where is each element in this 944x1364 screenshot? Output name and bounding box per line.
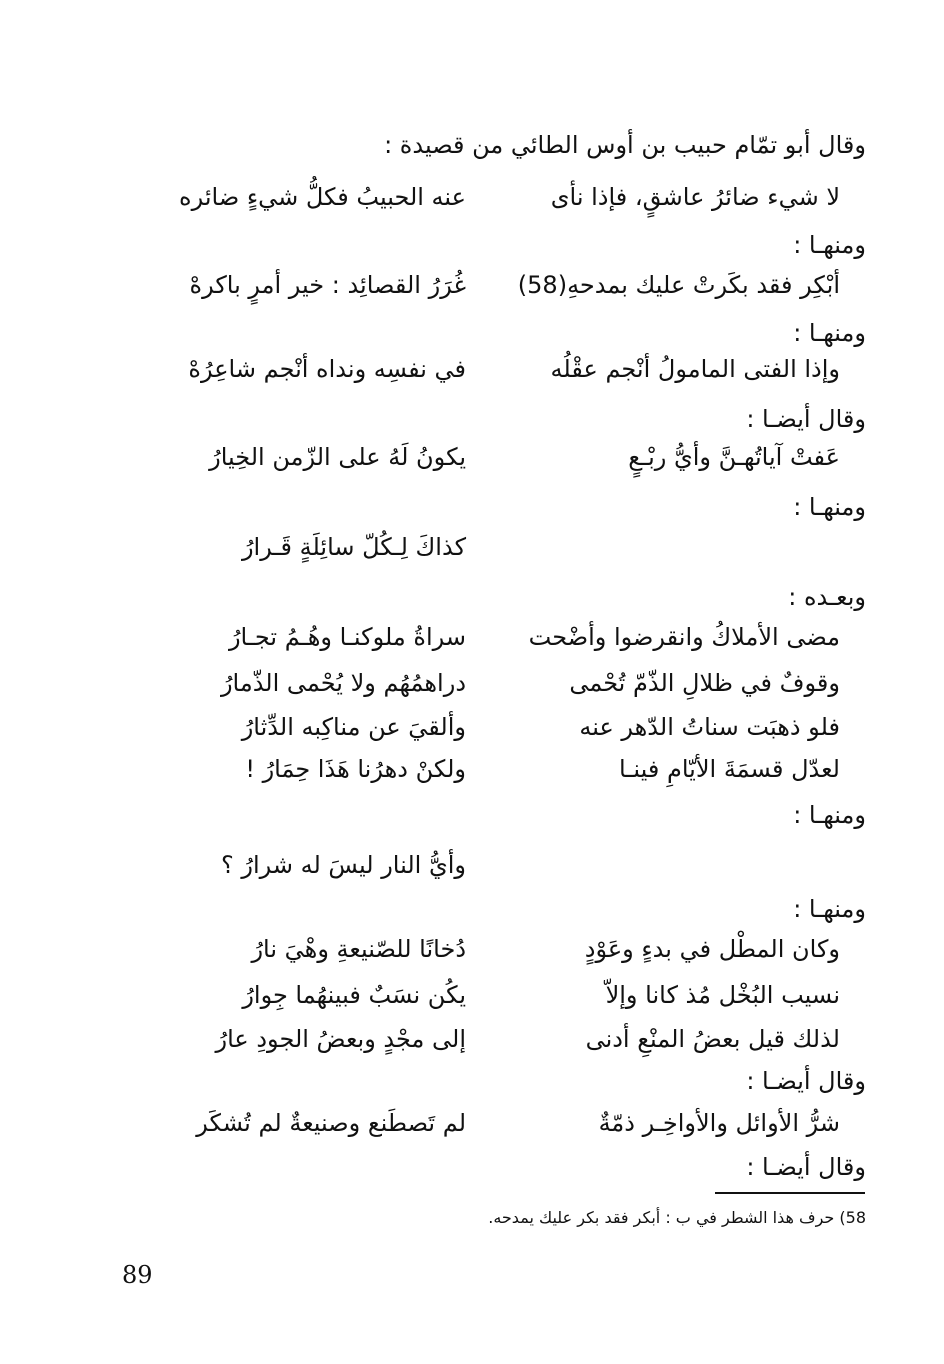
verse-first-hemistich: وقوفٌ في ظلالِ الذّمّ تُحْمى <box>569 669 840 697</box>
verse-second-hemistich: ولكنْ دهرُنا هَذَا حِمَارُ ! <box>245 755 466 783</box>
verse-first-hemistich: عَفتْ آياتُهـنَّ وأيُّ ربْـعٍ <box>628 443 840 471</box>
verse-second-hemistich: دراهمُهُم ولا يُحْمى الذّمارُ <box>220 669 466 697</box>
verse-first-hemistich: نسيب البُخْل مُذ كانا وإلاّ <box>605 981 840 1009</box>
verse-second-hemistich: وألقيَ عن مناكِبه الدِّثارُ <box>241 713 466 741</box>
verse-second-hemistich: عنه الحبيبُ فكلُّ شيءٍ ضائره <box>179 183 466 211</box>
verse-first-hemistich: لا شيء ضائرُ عاشقٍ، فإذا نأى <box>550 183 840 211</box>
verse-first-hemistich: وكان المطْل في بدءٍ وعَوْدٍ <box>584 935 840 963</box>
verse-first-hemistich: شرُّ الأوائل والأواخِـر ذمّةٌ <box>598 1109 840 1137</box>
verse-second-hemistich: كذاكَ لِـكُلّ سائِلَةٍ قَـرارُ <box>241 533 466 561</box>
footnote: 58) حرف هذا الشطر في ب : أبكر فقد بكر عليك يمدحه. <box>488 1208 866 1227</box>
section-heading: ومنهـا : <box>793 231 866 259</box>
verse-second-hemistich: لم تَصطَنع وصنيعةٌ لم تُشكَر <box>196 1109 466 1137</box>
verse-second-hemistich: إلى مجْدٍ وبعضُ الجودِ عارُ <box>215 1025 466 1053</box>
section-heading: وقال أيضـا : <box>746 405 866 433</box>
section-heading: وقال أيضـا : <box>746 1067 866 1095</box>
section-heading: ومنهـا : <box>793 493 866 521</box>
verse-first-hemistich: لعدّل قسمَةَ الأيّامِ فينـا <box>619 755 840 783</box>
verse-second-hemistich: وأيُّ النار ليسَ له شرارُ ؟ <box>221 851 466 879</box>
verse-first-hemistich: وإذا الفتى المامولُ أنْجم عقْلُه <box>550 355 840 383</box>
footnote-separator <box>715 1192 865 1194</box>
verse-second-hemistich: في نفسِه ونداه أنْجم شاعِرُهْ <box>188 355 466 383</box>
verse-second-hemistich: يكُن نسَبٌ فبينهُما جِوارُ <box>242 981 466 1009</box>
verse-second-hemistich: سراةُ ملوكنـا وهُـمُ تجـارُ <box>228 623 466 651</box>
section-heading: ومنهـا : <box>793 895 866 923</box>
section-heading: وبعـده : <box>788 583 866 611</box>
verse-first-hemistich: فلو ذهبَت سناتُ الدّهر عنه <box>579 713 840 741</box>
verse-second-hemistich: غُرَرُ القصائِد : خير أمرٍ باكرهْ <box>189 271 466 299</box>
verse-second-hemistich: يكونُ لَهُ على الزّمن الخِيارُ <box>209 443 466 471</box>
verse-first-hemistich: لذلك قيل بعضُ المنْعِ أدنى <box>585 1025 840 1053</box>
verse-first-hemistich: مضى الأملاكُ وانقرضوا وأضْحت <box>528 623 840 651</box>
section-heading: ومنهـا : <box>793 319 866 347</box>
section-heading: ومنهـا : <box>793 801 866 829</box>
page-number: 89 <box>122 1261 153 1289</box>
verse-first-hemistich: أبْكِر فقد بكَرتْ عليك بمدحهِ(58) <box>517 271 840 299</box>
intro-line: وقال أبو تمّام حبيب بن أوس الطائي من قصيدة : <box>384 131 866 159</box>
verse-second-hemistich: دُخانًا للصّنيعةِ وهْيَ نارُ <box>251 935 466 963</box>
section-heading: وقال أيضـا : <box>746 1153 866 1181</box>
